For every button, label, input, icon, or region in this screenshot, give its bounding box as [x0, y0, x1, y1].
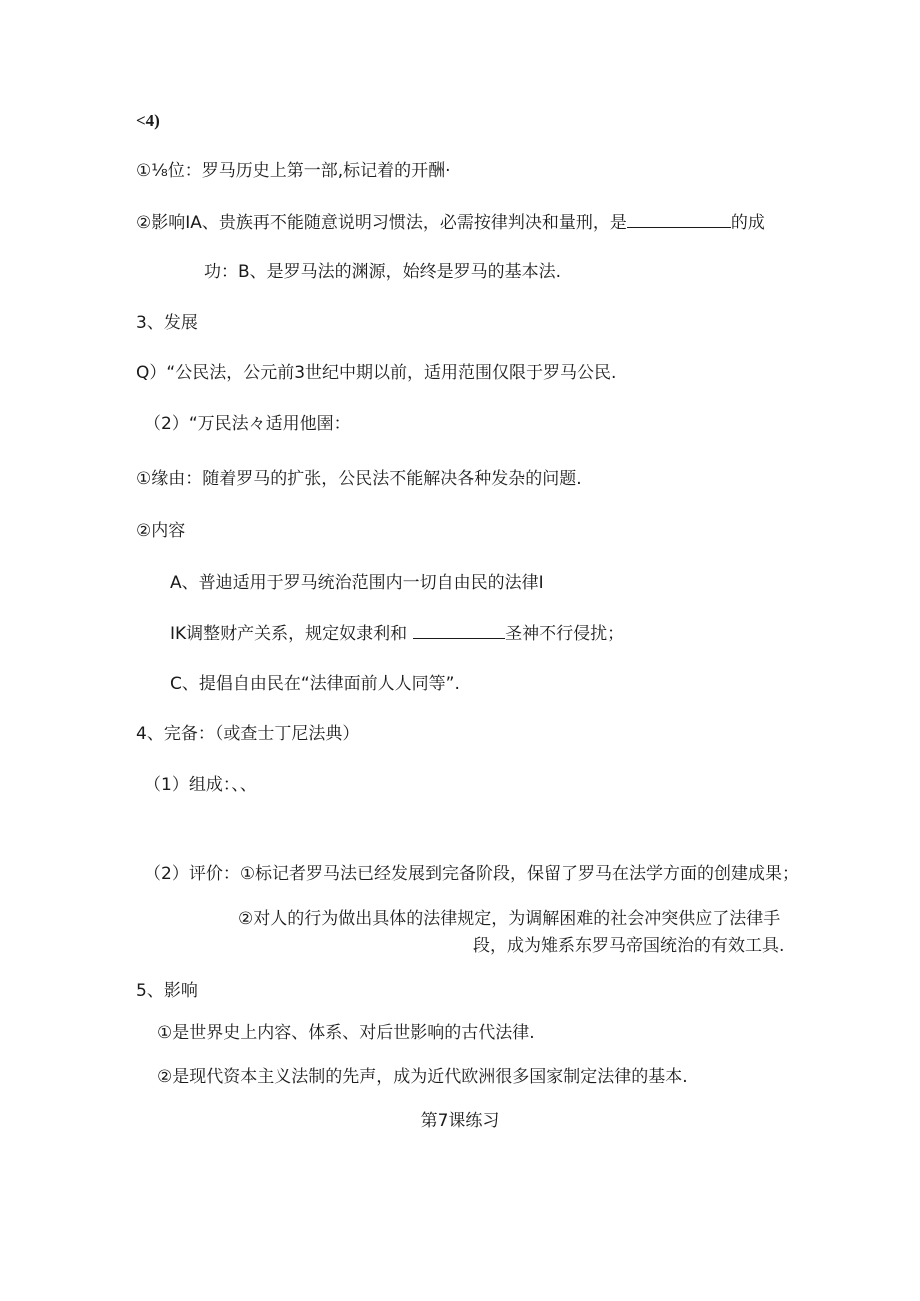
text-evaluation-1: （2）评价：①标记者罗马法已经发展到完备阶段，保留了罗马在法学方面的创建成果；: [144, 864, 800, 884]
section-3-heading: 3、发展: [136, 313, 198, 333]
item-heading-4: <4): [136, 111, 160, 130]
lesson-practice-title: 第7课练习: [420, 1111, 500, 1131]
text-content-b-end: 圣神不行侵扰；: [505, 624, 625, 644]
fill-blank-1: [627, 211, 731, 228]
text-influence-a-end: 的成: [730, 213, 765, 233]
text-impact-1: ①是世界史上内容、体系、对后世影响的古代法律.: [157, 1023, 535, 1043]
text-composition: （1）组成：、、: [144, 775, 257, 795]
text-content-b-line: [170, 622, 624, 645]
section-4-heading: 4、完备：（或查士丁尼法典）: [136, 724, 360, 744]
text-content-c: C、提倡自由民在“法律面前人人同等”.: [170, 674, 460, 694]
text-reason: ①缘由：随着罗马的扩张，公民法不能解决各种发杂的问题.: [136, 469, 582, 489]
text-influence-a: ②影响IA、贵族再不能随意说明习惯法，必需按律判决和量刑，是: [136, 213, 627, 233]
text-evaluation-2: ②对人的行为做出具体的法律规定，为调解困难的社会冲突供应了法律手: [238, 909, 781, 929]
text-content-heading: ②内容: [136, 521, 186, 541]
text-civil-law: Q）“公民法，公元前3世纪中期以前，适用范围仅限于罗马公民.: [136, 363, 617, 383]
text-influence-b: 功：B、是罗马法的渊源，始终是罗马的基本法.: [204, 262, 562, 282]
text-law-of-nations: （2）“万民法々适用他圉：: [144, 414, 351, 434]
text-evaluation-2-cont: 段，成为雉系东罗马帝国统治的有效工具.: [473, 936, 785, 956]
text-influence-line: [136, 211, 765, 234]
fill-blank-2: [413, 622, 505, 639]
text-impact-2: ②是现代资本主义法制的先声，成为近代欧洲很多国家制定法律的基本.: [157, 1067, 688, 1087]
text-content-b: IK调整财产关系，规定奴隶利和: [170, 624, 408, 644]
section-5-heading: 5、影响: [136, 981, 198, 1001]
text-status-line: ①⅛位：罗马历史上第一部,标记着的开酬·: [136, 161, 451, 181]
text-content-a: A、普迪适用于罗马统治范围内一切自由民的法律I: [170, 573, 544, 593]
